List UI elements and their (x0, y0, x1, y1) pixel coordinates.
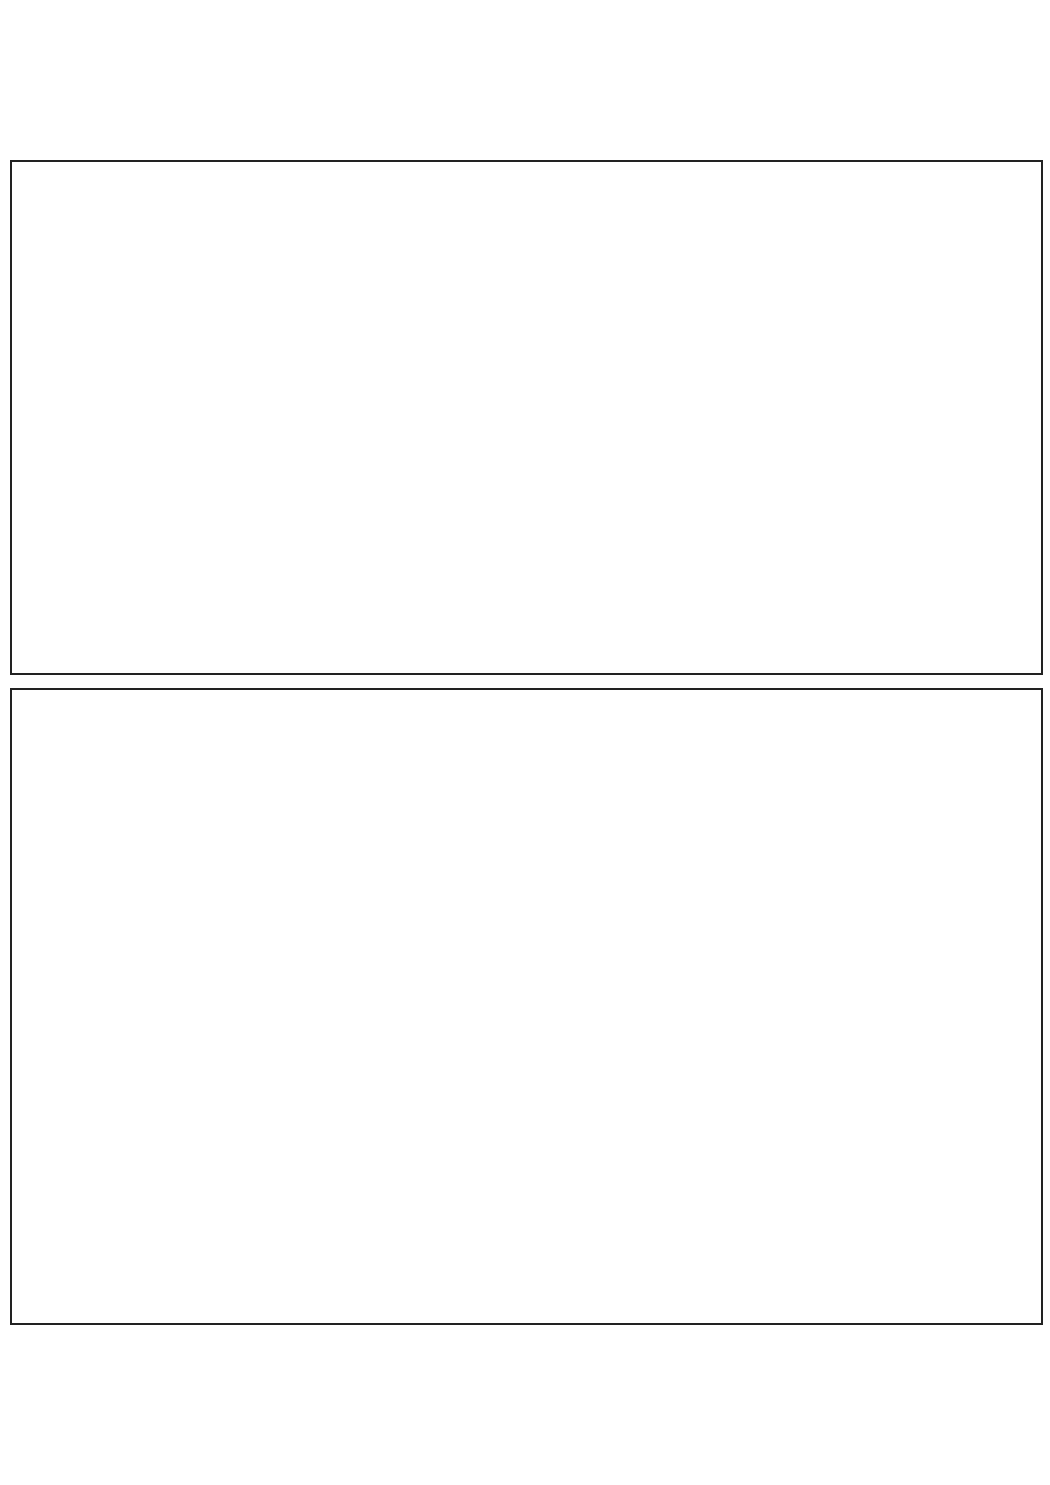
figures-panel (10, 160, 1043, 675)
alphabet-panel (10, 688, 1043, 1325)
figures-drawing (12, 162, 1041, 673)
stick-alphabet-drawing (12, 690, 1041, 1323)
